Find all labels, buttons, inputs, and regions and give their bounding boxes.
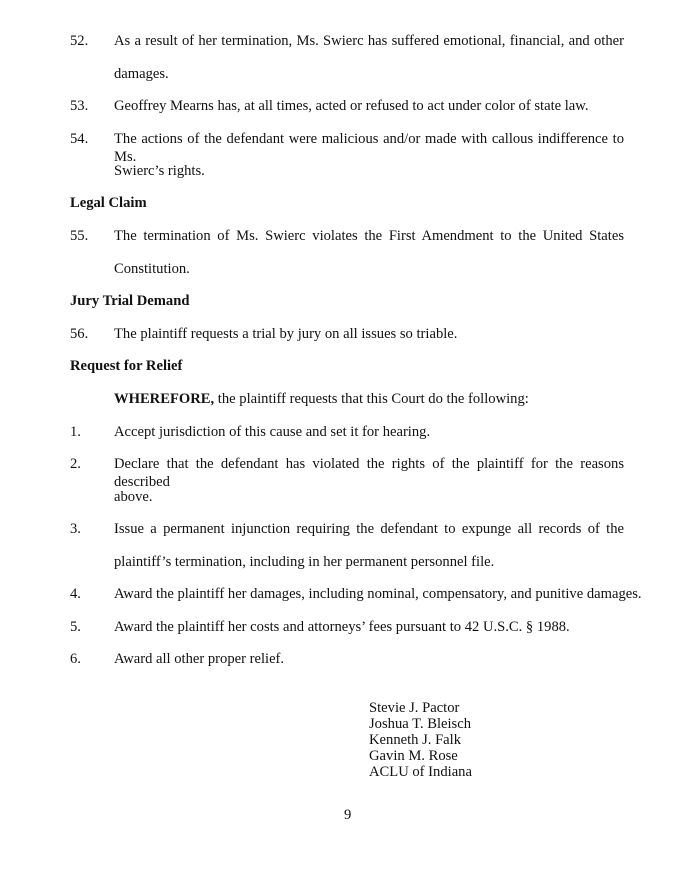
relief-text: above. — [114, 489, 153, 505]
relief-number: 3. — [70, 521, 81, 537]
relief-text: Award the plaintiff her costs and attorneys’ fees pursuant to 42 U.S.C. § 1988. — [114, 619, 570, 635]
paragraph-number: 52. — [70, 33, 89, 49]
relief-number: 6. — [70, 651, 81, 667]
paragraph-text: As a result of her termination, Ms. Swierc has suffered emotional, financial, and other — [114, 33, 624, 49]
paragraph-number: 54. — [70, 131, 89, 147]
relief-text: Declare that the defendant has violated the rights of the plaintiff for the reasons described — [114, 456, 624, 490]
relief-text: Issue a permanent injunction requiring the defendant to expunge all records of the — [114, 521, 624, 537]
page-number: 9 — [344, 807, 352, 823]
paragraph-text: The actions of the defendant were malicious and/or made with callous indifference to Ms. — [114, 131, 624, 165]
section-heading-legal-claim: Legal Claim — [70, 195, 147, 211]
signatory-name: Stevie J. Pactor — [369, 700, 460, 716]
signatory-organization: ACLU of Indiana — [369, 764, 472, 780]
paragraph-text: The plaintiff requests a trial by jury on all issues so triable. — [114, 326, 458, 342]
relief-number: 2. — [70, 456, 81, 472]
signatory-name: Joshua T. Bleisch — [369, 716, 472, 732]
paragraph-text: damages. — [114, 66, 169, 82]
paragraph-text: Geoffrey Mearns has, at all times, acted or refused to act under color of state law. — [114, 98, 589, 114]
relief-intro — [114, 390, 529, 408]
paragraph-text: The termination of Ms. Swierc violates the First Amendment to the United States — [114, 228, 624, 244]
section-heading-relief: Request for Relief — [70, 358, 183, 374]
paragraph-number: 56. — [70, 326, 89, 342]
relief-text: Accept jurisdiction of this cause and set it for hearing. — [114, 424, 431, 440]
paragraph-number: 53. — [70, 98, 89, 114]
relief-text: plaintiff’s termination, including in her permanent personnel file. — [114, 554, 495, 570]
relief-number: 4. — [70, 586, 81, 602]
relief-number: 1. — [70, 424, 81, 440]
paragraph-text: Swierc’s rights. — [114, 163, 205, 179]
signatory-name: Kenneth J. Falk — [369, 732, 462, 748]
relief-number: 5. — [70, 619, 81, 635]
section-heading-jury-trial: Jury Trial Demand — [70, 293, 190, 309]
paragraph-number: 55. — [70, 228, 89, 244]
relief-text: Award all other proper relief. — [114, 651, 285, 667]
wherefore-label: WHEREFORE, — [114, 391, 215, 407]
signatory-name: Gavin M. Rose — [369, 748, 458, 764]
relief-intro-text: the plaintiff requests that this Court do the following: — [214, 391, 529, 407]
relief-text: Award the plaintiff her damages, including nominal, compensatory, and punitive damages. — [114, 586, 642, 602]
paragraph-text: Constitution. — [114, 261, 190, 277]
